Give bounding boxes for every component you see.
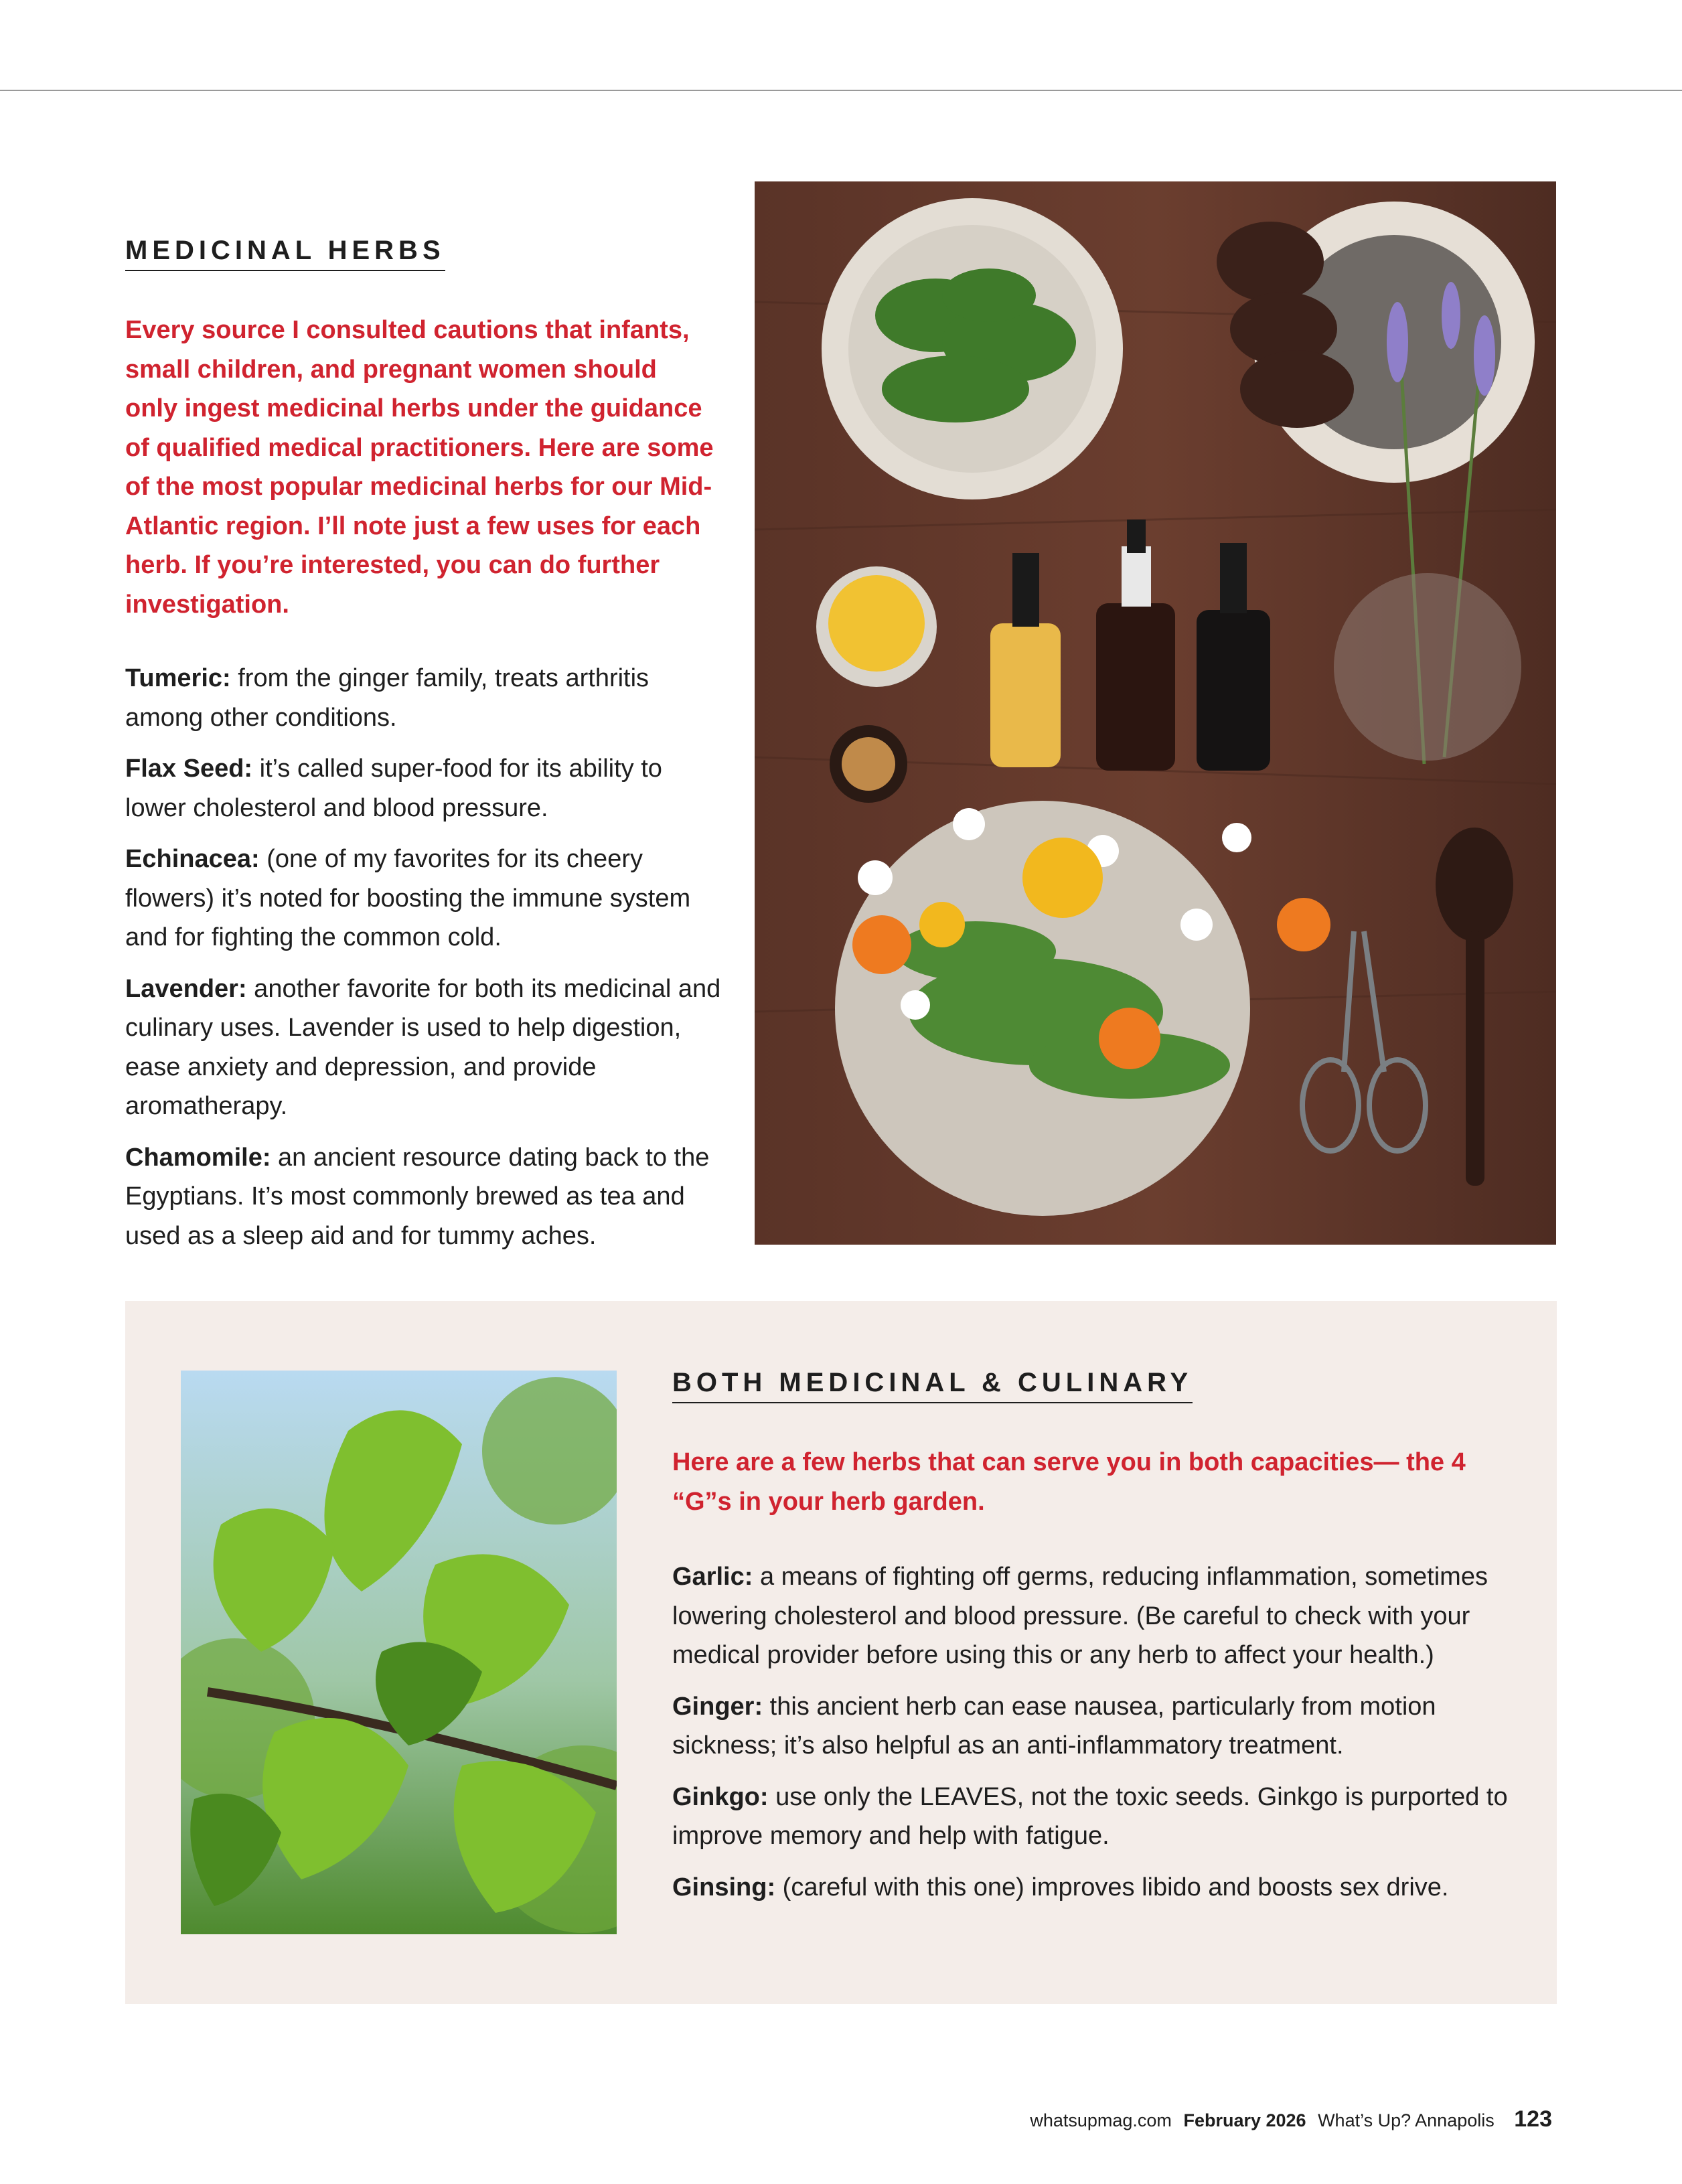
herb-entry — [125, 969, 721, 1126]
herb-term: Garlic: — [672, 1563, 753, 1591]
herb-description: a means of fighting off germs, reducing inflammation, sometimes lowering cholesterol and blood pressure. (Be careful to check with your medical provider before using this or any herb to affect your health.) — [672, 1563, 1488, 1669]
herb-entry — [672, 1557, 1516, 1675]
herb-term: Lavender: — [125, 974, 247, 1003]
herb-term: Ginsing: — [672, 1873, 776, 1901]
section-heading-medicinal: MEDICINAL HERBS — [125, 236, 445, 271]
page-footer — [1030, 2106, 1559, 2132]
herb-description: (one of my favorites for its cheery flowers) it’s noted for boosting the immune system and for fighting the common cold. — [125, 845, 691, 951]
ginkgo-leaves-photo — [181, 1371, 617, 1934]
section-heading-both: BOTH MEDICINAL & CULINARY — [672, 1368, 1193, 1403]
footer-site: whatsupmag.com — [1030, 2110, 1172, 2130]
medicinal-herb-list — [125, 659, 721, 1267]
page-number: 123 — [1514, 2106, 1552, 2132]
herb-term: Tumeric: — [125, 664, 231, 692]
dual-use-herb-list — [672, 1557, 1516, 1919]
herb-description: (careful with this one) improves libido and boosts sex drive. — [775, 1873, 1449, 1901]
herb-entry — [672, 1778, 1516, 1856]
intro-paragraph-both: Here are a few herbs that can serve you in both capacities— the 4 “G”s in your herb garden. — [672, 1448, 1466, 1516]
herb-term: Ginkgo: — [672, 1782, 769, 1811]
herb-entry — [125, 1138, 721, 1256]
top-rule — [0, 90, 1682, 91]
herb-entry — [125, 659, 721, 737]
herb-description: use only the LEAVES, not the toxic seeds. Ginkgo is purported to improve memory and help with fatigue. — [672, 1782, 1508, 1850]
herb-description: another favorite for both its medicinal and culinary uses. Lavender is used to help digestion, ease anxiety and depression, and provide aromatherapy. — [125, 974, 721, 1120]
herb-description: it’s called super-food for its ability to lower cholesterol and blood pressure. — [125, 755, 662, 822]
herb-entry — [125, 840, 721, 957]
herb-description: from the ginger family, treats arthritis among other conditions. — [125, 664, 649, 732]
herb-entry — [125, 749, 721, 828]
herb-entry — [672, 1868, 1516, 1907]
herb-description: this ancient herb can ease nausea, particularly from motion sickness; it’s also helpful as an anti-inflammatory treatment. — [672, 1692, 1436, 1760]
herb-term: Echinacea: — [125, 845, 260, 873]
intro-paragraph: Every source I consulted cautions that infants, small children, and pregnant women should only ingest medicinal herbs under the guidance of qualified medical practitioners. Here are some of the most popular medicinal herbs for our Mid-Atlantic region. I’ll note just a few uses for each herb. If you’re interested, you can do further investigation. — [125, 316, 714, 619]
herb-term: Flax Seed: — [125, 755, 253, 783]
herb-description: an ancient resource dating back to the Egyptians. It’s most commonly brewed as tea and used as a sleep aid and for tummy aches. — [125, 1143, 710, 1250]
herbs-flatlay-photo — [755, 181, 1556, 1245]
herb-term: Ginger: — [672, 1692, 763, 1721]
footer-issue: February 2026 — [1183, 2110, 1306, 2130]
herb-term: Chamomile: — [125, 1143, 271, 1172]
footer-publication: What’s Up? Annapolis — [1318, 2110, 1495, 2130]
herb-entry — [672, 1687, 1516, 1766]
